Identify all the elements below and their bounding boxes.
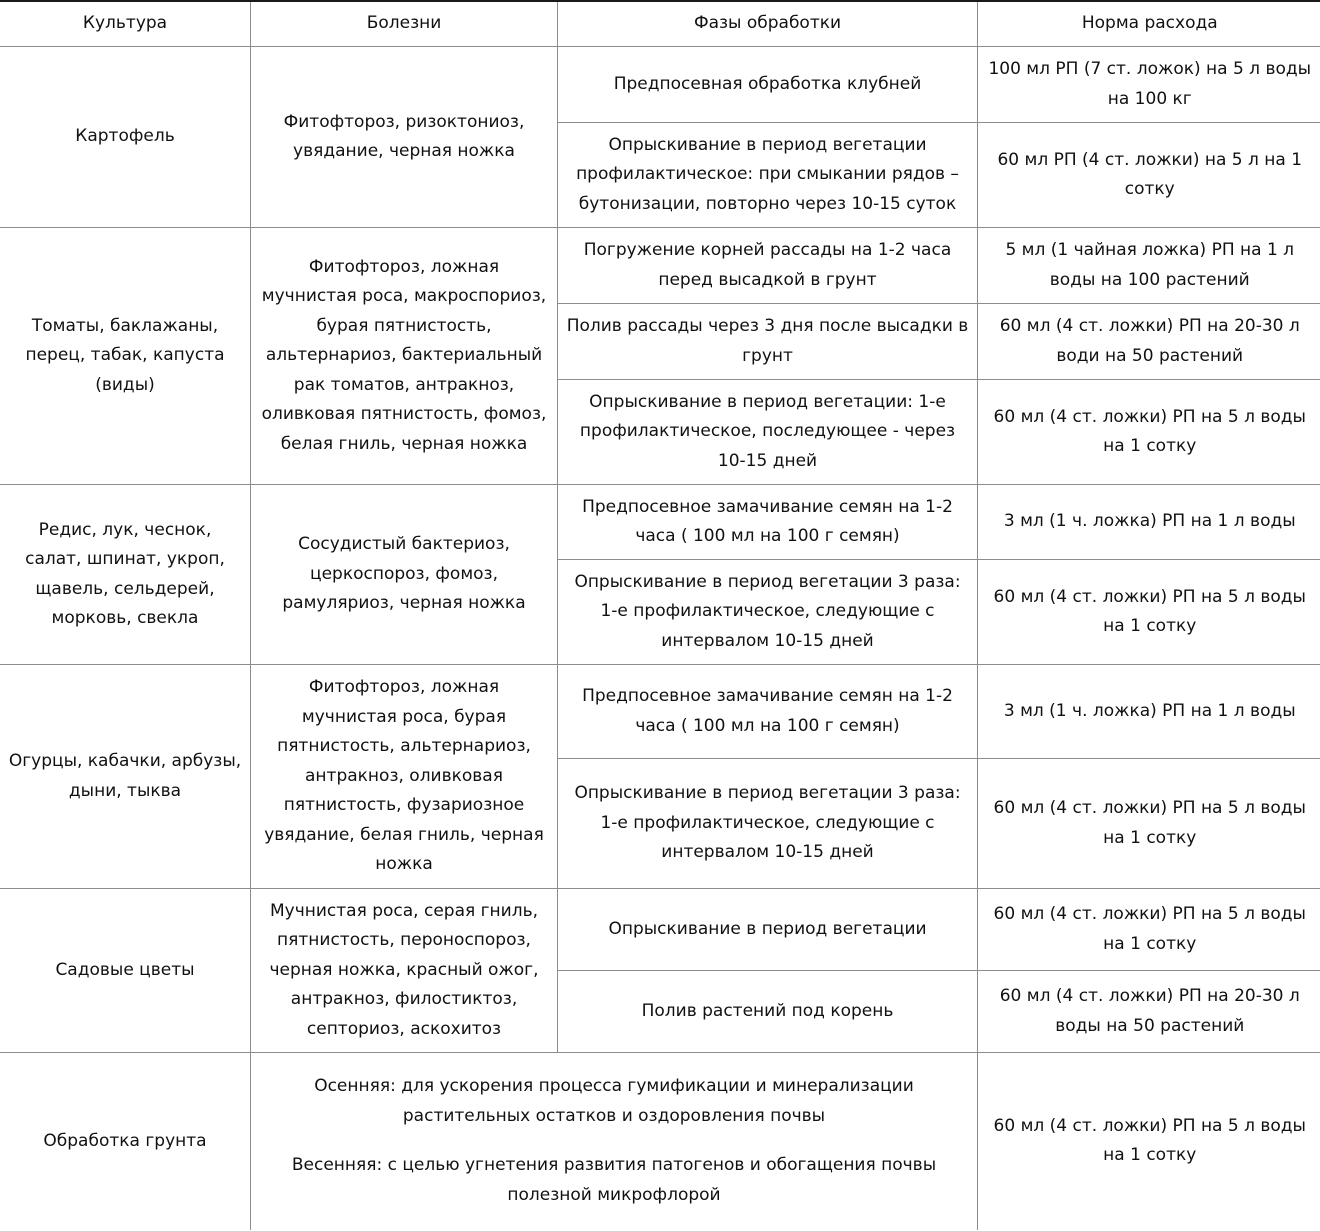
rate-cell: 100 мл РП (7 ст. ложок) на 5 л воды на 100 кг (978, 47, 1320, 123)
rate-cell: 60 мл РП (4 ст. ложки) на 5 л на 1 сотку (978, 123, 1320, 228)
phase-cell: Предпосевное замачивание семян на 1-2 часа ( 100 мл на 100 г семян) (558, 665, 978, 759)
phase-cell: Опрыскивание в период вегетации 3 раза: 1-е профилактическое, следующие с интервалом 10-15 дней (558, 560, 978, 665)
diseases-cell: Фитофтороз, ложная мучнистая роса, бурая пятнистость, альтернариоз, антракноз, оливковая пятнистость, фузариозное увядание, белая гниль, черная ножка (251, 665, 558, 889)
diseases-cell: Мучнистая роса, серая гниль, пятнистость, пероноспороз, черная ножка, красный ожог, антракноз, филостиктоз, септориоз, аскохитоз (251, 889, 558, 1053)
rate-cell: 5 мл (1 чайная ложка) РП на 1 л воды на 100 растений (978, 228, 1320, 304)
header-phases: Фазы обработки (558, 1, 978, 47)
header-rate: Норма расхода (978, 1, 1320, 47)
table-row (0, 889, 1320, 971)
rate-cell: 60 мл (4 ст. ложки) РП на 20-30 л води на 50 растений (978, 304, 1320, 380)
phase-cell: Опрыскивание в период вегетации 3 раза: 1-е профилактическое, следующие с интервалом 10-15 дней (558, 759, 978, 889)
table-row-soil (0, 1053, 1320, 1230)
soil-autumn-text: Осенняя: для ускорения процесса гумификации и минерализации растительных остатков и оздоровления почвы (314, 1076, 914, 1126)
rate-cell: 60 мл (4 ст. ложки) РП на 5 л воды на 1 сотку (978, 759, 1320, 889)
table-row (0, 485, 1320, 560)
phase-cell: Предпосевное замачивание семян на 1-2 часа ( 100 мл на 100 г семян) (558, 485, 978, 560)
diseases-cell: Сосудистый бактериоз, церкоспороз, фомоз, рамуляриоз, черная ножка (251, 485, 558, 665)
rate-cell: 60 мл (4 ст. ложки) РП на 20-30 л воды на 50 растений (978, 971, 1320, 1053)
culture-cell: Обработка грунта (0, 1053, 251, 1230)
header-culture: Культура (0, 1, 251, 47)
rate-cell: 60 мл (4 ст. ложки) РП на 5 л воды на 1 сотку (978, 1053, 1320, 1230)
culture-cell: Томаты, баклажаны, перец, табак, капуста (виды) (0, 228, 251, 485)
phase-cell: Предпосевная обработка клубней (558, 47, 978, 123)
table-row (0, 665, 1320, 759)
rate-cell: 60 мл (4 ст. ложки) РП на 5 л воды на 1 сотку (978, 380, 1320, 485)
header-diseases: Болезни (251, 1, 558, 47)
culture-cell: Картофель (0, 47, 251, 228)
culture-cell: Садовые цветы (0, 889, 251, 1053)
phase-cell: Опрыскивание в период вегетации (558, 889, 978, 971)
rate-cell: 60 мл (4 ст. ложки) РП на 5 л воды на 1 сотку (978, 889, 1320, 971)
culture-cell: Огурцы, кабачки, арбузы, дыни, тыква (0, 665, 251, 889)
soil-phases-cell (251, 1053, 978, 1230)
phase-cell: Опрыскивание в период вегетации профилактическое: при смыкании рядов – бутонизации, повторно через 10-15 суток (558, 123, 978, 228)
soil-spring-text: Весенняя: с целью угнетения развития патогенов и обогащения почвы полезной микрофлорой (291, 1155, 937, 1205)
diseases-cell: Фитофтороз, ризоктониоз, увядание, черная ножка (251, 47, 558, 228)
phase-cell: Погружение корней рассады на 1-2 часа перед высадкой в грунт (558, 228, 978, 304)
culture-cell: Редис, лук, чеснок, салат, шпинат, укроп, щавель, сельдерей, морковь, свекла (0, 485, 251, 665)
table-header-row (0, 1, 1320, 47)
phase-cell: Полив рассады через 3 дня после высадки в грунт (558, 304, 978, 380)
phase-cell: Опрыскивание в период вегетации: 1-е профилактическое, последующее - через 10-15 дней (558, 380, 978, 485)
table-row (0, 228, 1320, 304)
table-row (0, 47, 1320, 123)
rate-cell: 60 мл (4 ст. ложки) РП на 5 л воды на 1 сотку (978, 560, 1320, 665)
rate-cell: 3 мл (1 ч. ложка) РП на 1 л воды (978, 485, 1320, 560)
diseases-cell: Фитофтороз, ложная мучнистая роса, макроспориоз, бурая пятнистость, альтернариоз, бактериальный рак томатов, антракноз, оливковая пятнистость, фомоз, белая гниль, черная ножка (251, 228, 558, 485)
rate-cell: 3 мл (1 ч. ложка) РП на 1 л воды (978, 665, 1320, 759)
phase-cell: Полив растений под корень (558, 971, 978, 1053)
